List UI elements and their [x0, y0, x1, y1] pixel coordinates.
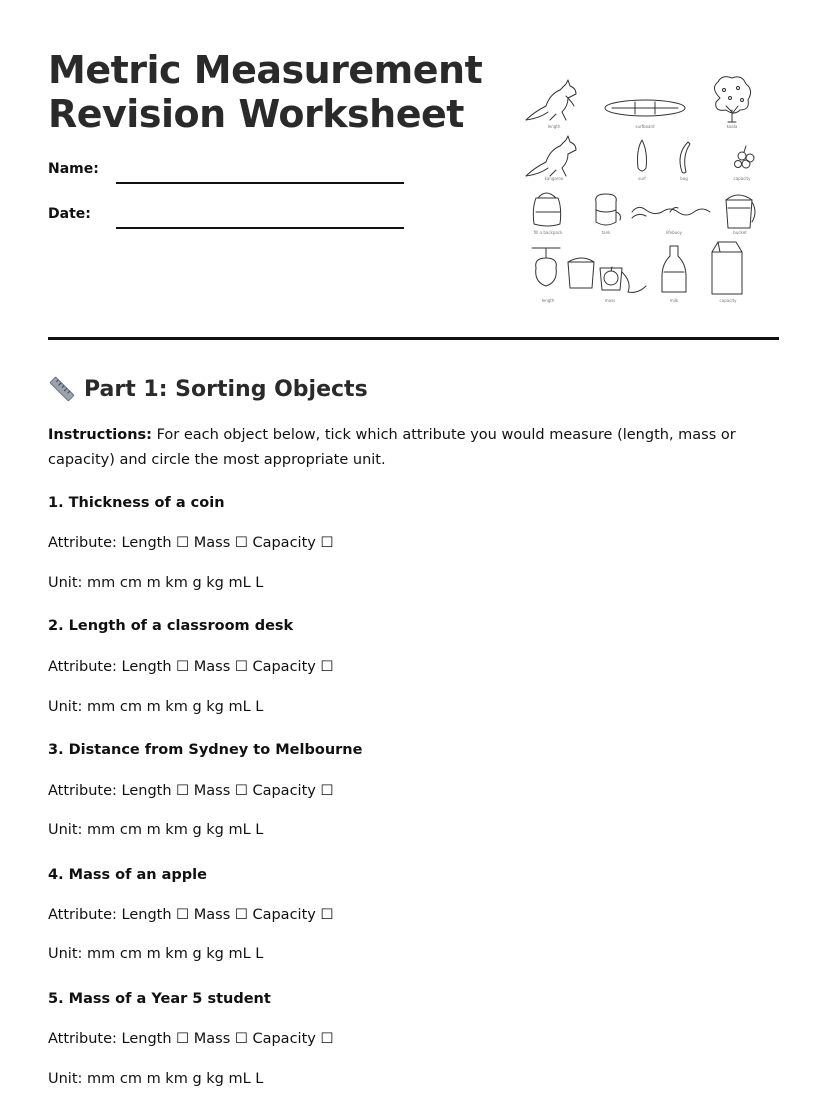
caption: milk [669, 298, 679, 303]
caption: fill a backpack [533, 230, 563, 235]
item-title: 4. Mass of an apple [48, 867, 207, 883]
attribute-options[interactable]: Attribute: Length ☐ Mass ☐ Capacity ☐ [48, 1031, 334, 1047]
caption: capacity [719, 298, 737, 303]
part1-heading [48, 375, 368, 403]
page-title [48, 48, 482, 136]
kangaroo-icon [526, 136, 576, 176]
tree-icon [714, 77, 750, 122]
milk-carton-icon [712, 242, 742, 294]
ruler-icon [48, 375, 76, 403]
section-divider [48, 337, 779, 340]
caption: length [547, 124, 561, 129]
caption: surfboard [635, 124, 655, 129]
caption: capacity [733, 176, 751, 181]
item-title: 5. Mass of a Year 5 student [48, 991, 271, 1007]
bucket-icon [726, 195, 755, 228]
instructions-label: Instructions: [48, 427, 152, 443]
item-title: 1. Thickness of a coin [48, 495, 225, 511]
part1-heading-text: Part 1: Sorting Objects [84, 376, 368, 402]
title-line-2: Revision Worksheet [48, 92, 464, 136]
unit-options[interactable]: Unit: mm cm m km g kg mL L [48, 946, 264, 962]
date-label: Date: [48, 206, 91, 222]
attribute-options[interactable]: Attribute: Length ☐ Mass ☐ Capacity ☐ [48, 659, 334, 675]
caption: tank [601, 230, 611, 235]
unit-options[interactable]: Unit: mm cm m km g kg mL L [48, 1071, 264, 1087]
attribute-options[interactable]: Attribute: Length ☐ Mass ☐ Capacity ☐ [48, 535, 334, 551]
name-line[interactable] [116, 182, 404, 184]
berries-icon [735, 146, 755, 168]
unit-options[interactable]: Unit: mm cm m km g kg mL L [48, 575, 264, 591]
backpack-icon [533, 193, 560, 226]
caption: koala [726, 124, 738, 129]
unit-options[interactable]: Unit: mm cm m km g kg mL L [48, 822, 264, 838]
surf-icon [638, 140, 647, 171]
caption: kangaroo [544, 176, 564, 181]
caption: surf [638, 176, 646, 181]
caption: bucket [733, 230, 747, 235]
instructions [48, 423, 788, 473]
measurement-objects-illustration [520, 72, 760, 308]
caption: length [541, 298, 555, 303]
banana-icon [680, 142, 690, 173]
bucket-icon [568, 258, 594, 288]
attribute-options[interactable]: Attribute: Length ☐ Mass ☐ Capacity ☐ [48, 783, 334, 799]
title-line-1: Metric Measurement [48, 48, 483, 92]
attribute-options[interactable]: Attribute: Length ☐ Mass ☐ Capacity ☐ [48, 907, 334, 923]
date-line[interactable] [116, 227, 404, 229]
unit-options[interactable]: Unit: mm cm m km g kg mL L [48, 699, 264, 715]
instructions-text: For each object below, tick which attribute you would measure (length, mass or capacity) and circle the most appropriate unit. [48, 427, 736, 468]
caption: bag [680, 176, 688, 181]
name-label: Name: [48, 161, 99, 177]
surfboard-icon [605, 100, 685, 116]
caption: lifebuoy [666, 230, 682, 235]
item-title: 2. Length of a classroom desk [48, 618, 294, 634]
kangaroo-icon [526, 80, 576, 120]
scale-icon [532, 248, 560, 286]
item-title: 3. Distance from Sydney to Melbourne [48, 742, 363, 758]
apple-icon [600, 267, 646, 292]
name-field-row [48, 160, 404, 178]
caption: mass [604, 298, 616, 303]
lifebuoy-icon [632, 207, 710, 218]
tank-icon [596, 194, 621, 225]
date-field-row [48, 205, 404, 223]
milk-bottle-icon [662, 246, 686, 292]
